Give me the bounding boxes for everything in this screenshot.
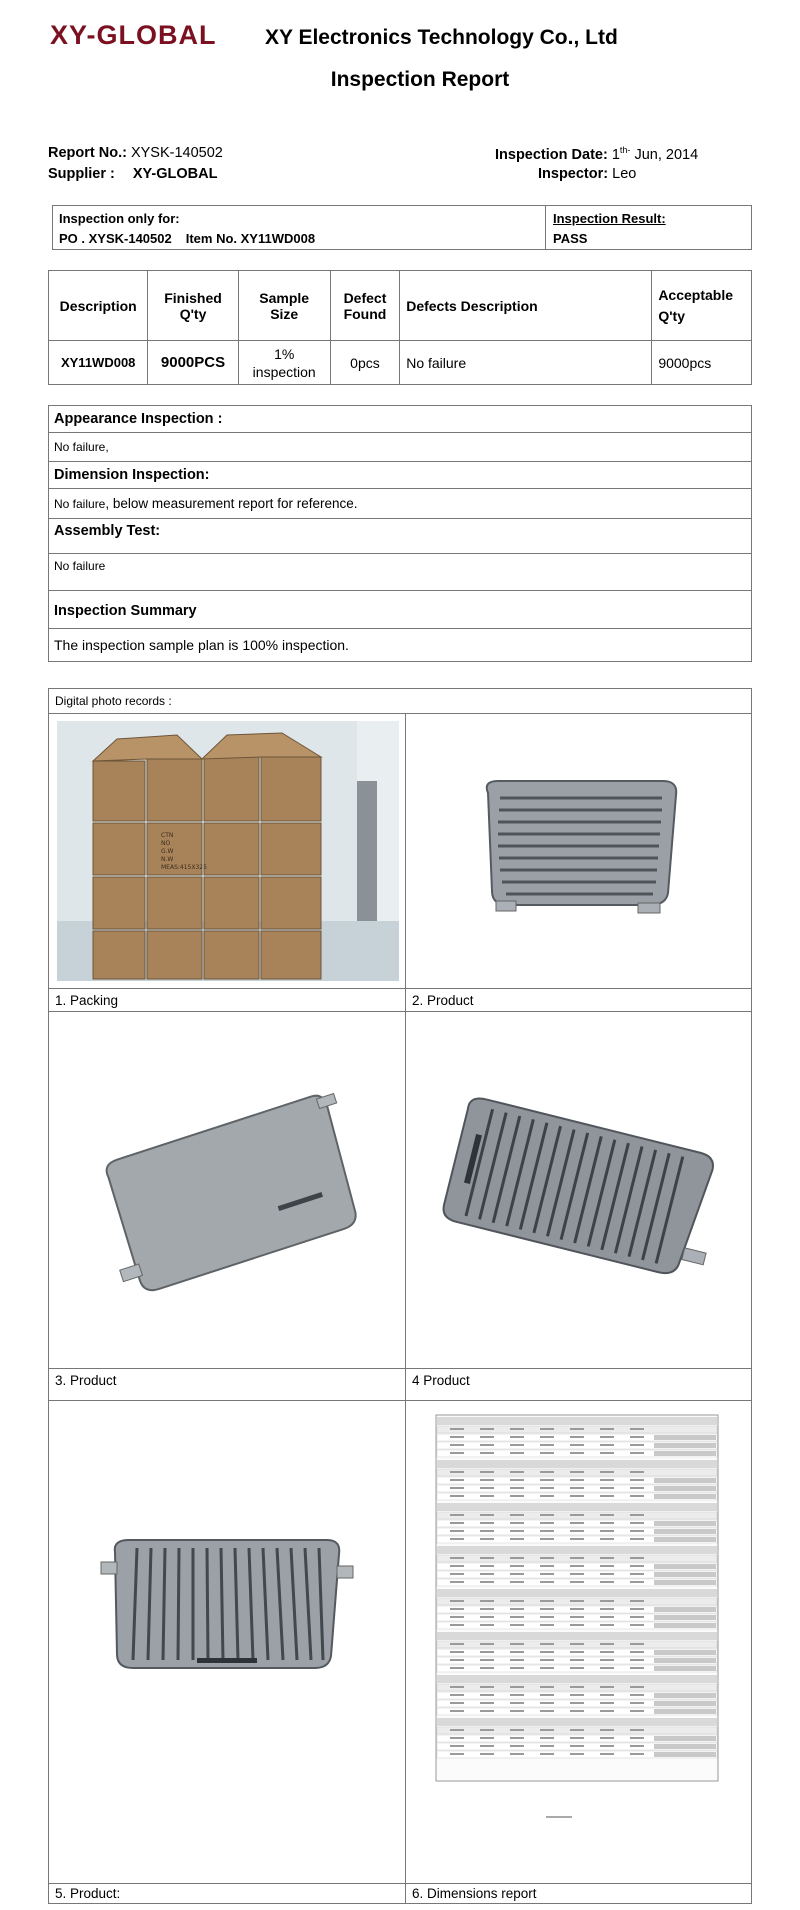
- box-label-3: G.W: [161, 848, 174, 855]
- company-logo: [50, 18, 255, 52]
- dimensions-report-table: [406, 1401, 751, 1883]
- cell-acceptable-qty: 9000pcs: [652, 341, 752, 385]
- dimension-title: Dimension Inspection:: [49, 462, 751, 489]
- supplier: [48, 166, 217, 182]
- item-no: Item No. XY11WD008: [185, 231, 316, 246]
- cell-defect-found: 0pcs: [330, 341, 399, 385]
- dimension-text: [49, 489, 751, 519]
- col-description: Description: [49, 271, 148, 341]
- box-label-4: N.W: [161, 856, 174, 863]
- po-number: [59, 231, 315, 246]
- report-title: Inspection Report: [330, 68, 510, 91]
- col-sample-size: Sample Size: [238, 271, 330, 341]
- date-rest: Jun, 2014: [630, 146, 699, 163]
- box-label-1: CTN: [161, 832, 174, 839]
- caption-4: 4 Product: [412, 1373, 470, 1388]
- caption-3: 3. Product: [55, 1373, 117, 1388]
- product-photo-3: [49, 1012, 405, 1369]
- inspection-sections: [48, 405, 752, 662]
- cell-defects-description: No failure: [400, 341, 652, 385]
- box-label-2: NO: [161, 840, 171, 847]
- supplier-label: Supplier :: [48, 166, 115, 182]
- product-photo-2: [406, 715, 751, 988]
- col-defect-found: Defect Found: [330, 271, 399, 341]
- dimension-text-small: No failure: [54, 496, 106, 511]
- inspection-result-label: Inspection Result:: [553, 211, 666, 226]
- caption-5: 5. Product:: [55, 1886, 121, 1901]
- assembly-title: Assembly Test:: [49, 519, 751, 554]
- summary-title: Inspection Summary: [49, 591, 751, 629]
- caption-row-3-line: [49, 1883, 751, 1884]
- summary-text: The inspection sample plan is 100% inspection.: [54, 637, 349, 653]
- table-row: [49, 341, 752, 385]
- appearance-text: No failure,: [49, 433, 751, 462]
- inspector-value: Leo: [612, 166, 637, 182]
- col-acceptable-qty: Acceptable Q'ty: [652, 271, 752, 341]
- caption-2: 2. Product: [412, 993, 474, 1008]
- caption-row-2: [49, 1369, 751, 1401]
- col-defects-description: Defects Description: [400, 271, 652, 341]
- summary-table: [48, 270, 752, 385]
- inspection-date-label: Inspection Date:: [495, 146, 608, 163]
- caption-1: 1. Packing: [55, 993, 119, 1008]
- logo-text: XY-GLOBAL: [50, 20, 217, 50]
- inspection-result-value: PASS: [553, 231, 588, 246]
- photo-records: [48, 688, 752, 1904]
- inspector: [538, 166, 636, 182]
- report-no: [48, 145, 223, 161]
- po-value: PO . XYSK-140502: [59, 231, 172, 246]
- table-header-row: [49, 271, 752, 341]
- caption-6: 6. Dimensions report: [412, 1886, 537, 1901]
- dimension-text-rest: , below measurement report for reference.: [105, 496, 358, 511]
- caption-row-1: [49, 989, 751, 1012]
- inspection-for-label: Inspection only for:: [59, 211, 180, 226]
- cell-finished-qty: 9000PCS: [148, 341, 238, 385]
- cell-description: XY11WD008: [49, 341, 148, 385]
- col-finished-qty: Finished Q'ty: [148, 271, 238, 341]
- inspector-label: Inspector:: [538, 166, 609, 182]
- product-photo-5: [49, 1401, 405, 1883]
- date-suffix: th-: [619, 145, 631, 155]
- box-label-5: MEAS:415X325: [161, 864, 207, 871]
- product-photo-4: [406, 1012, 751, 1369]
- company-name: XY Electronics Technology Co., Ltd: [265, 26, 618, 49]
- report-no-value: XYSK-140502: [130, 145, 223, 161]
- cell-sample-size: 1% inspection: [238, 341, 330, 385]
- report-no-label: Report No.:: [48, 145, 127, 161]
- dimensions-report-image: [406, 1401, 751, 1883]
- inspection-date: [495, 145, 698, 163]
- inspection-for-box: [52, 205, 752, 250]
- packing-photo: [57, 721, 399, 981]
- photo-records-header: Digital photo records :: [49, 689, 751, 714]
- assembly-text: No failure: [49, 554, 751, 591]
- appearance-title: Appearance Inspection :: [49, 406, 751, 433]
- date-day: 1: [611, 146, 620, 163]
- divider: [545, 206, 546, 249]
- supplier-value: XY-GLOBAL: [132, 166, 218, 182]
